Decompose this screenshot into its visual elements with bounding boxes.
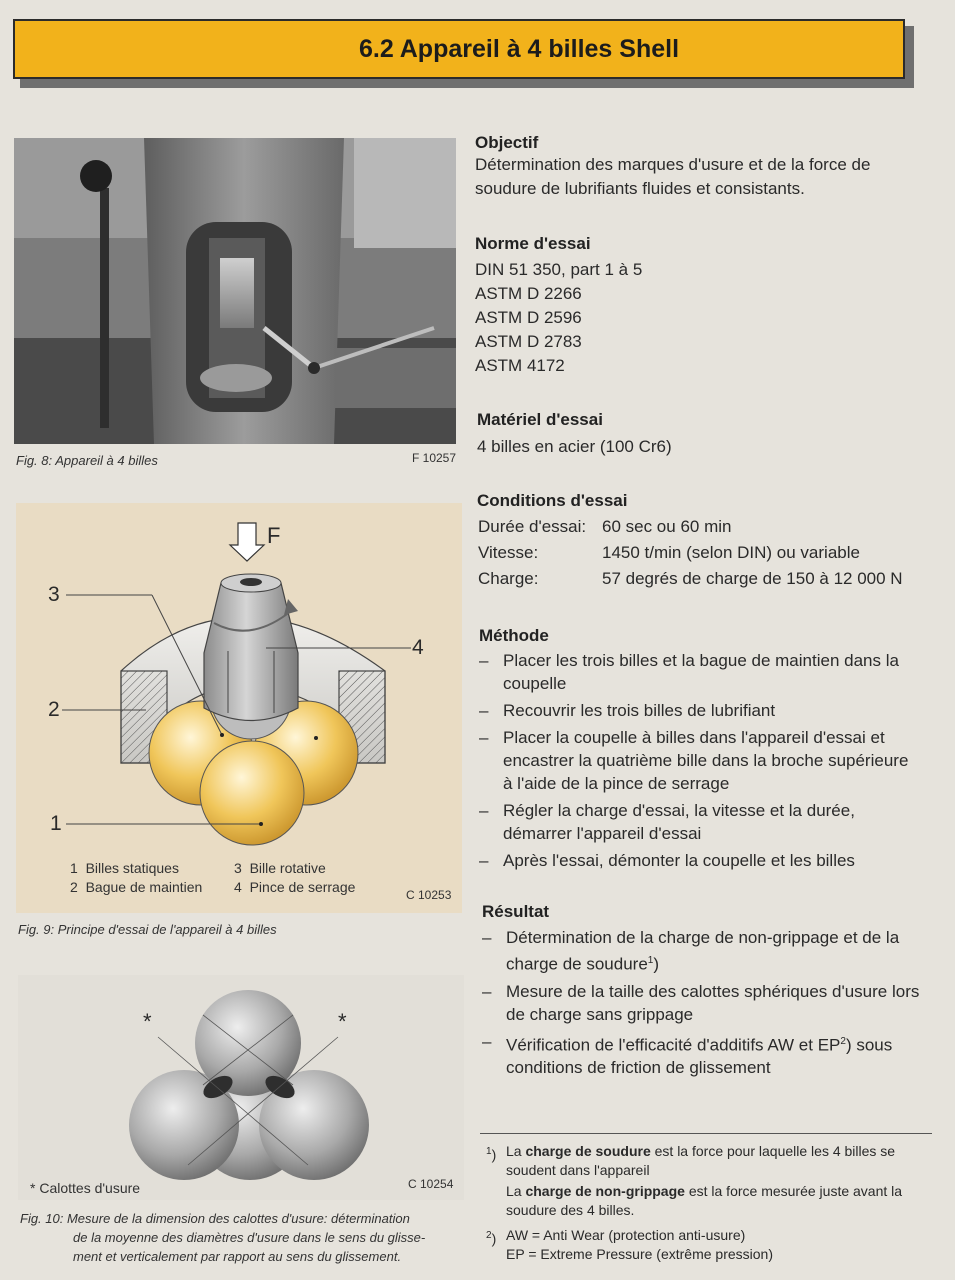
legend-item: 4 Pince de serrage (234, 879, 356, 895)
methode-heading: Méthode (479, 626, 549, 645)
conditions-table (478, 515, 918, 595)
fig9-caption: Fig. 9: Principe d'essai de l'appareil à 4 billes (18, 922, 277, 937)
legend-item: 3 Bille rotative (234, 860, 326, 876)
objectif-heading: Objectif (475, 133, 539, 152)
page-title: 6.2 Appareil à 4 billes Shell (358, 34, 680, 63)
list-item: – Recouvrir les trois billes de lubrifiant (479, 699, 919, 722)
apparatus-photo (14, 138, 456, 444)
fig10-caption: Fig. 10: Mesure de la dimension des calottes d'usure: détermination de la moyenne des diamètres d'usure dans le sens du glisse- ment et verticalement par rapport au sens du glissement. (20, 1211, 426, 1264)
force-label: F (267, 523, 281, 548)
legend-item: 2 Bague de maintien (70, 879, 203, 895)
fig9-diagram (16, 503, 462, 913)
fig10-code: C 10254 (408, 1177, 454, 1191)
fig8-caption: Fig. 8: Appareil à 4 billes (16, 453, 158, 468)
conditions-heading: Conditions d'essai (477, 491, 628, 510)
conditions-row: Vitesse: 1450 t/min (selon DIN) ou variable (478, 543, 860, 562)
callout-1: 1 (50, 812, 62, 835)
materiel-heading: Matériel d'essai (477, 410, 603, 429)
fig10-diagram (18, 975, 464, 1200)
callout-2: 2 (48, 698, 60, 721)
list-item: – Placer la coupelle à billes dans l'appareil d'essai et encastrer la quatrième bille dans la broche supérieure à l'aide de la pince de serrage (479, 726, 919, 795)
materiel-text: 4 billes en acier (100 Cr6) (477, 437, 672, 456)
section-header (13, 19, 905, 79)
list-item: – Régler la charge d'essai, la vitesse et la durée, démarrer l'appareil d'essai (479, 799, 919, 845)
callout-4: 4 (412, 636, 424, 659)
star-right: * (338, 1009, 347, 1034)
footnote-1-mark: $^1$) (486, 1146, 497, 1163)
conditions-row: Durée d'essai: 60 sec ou 60 min (478, 517, 732, 536)
list-item: – Placer les trois billes et la bague de maintien dans la coupelle (479, 649, 919, 695)
fig10-legend: * Calottes d'usure (30, 1180, 141, 1196)
footnote-divider (480, 1133, 932, 1134)
objectif-text: Détermination des marques d'usure et de la force de soudure de lubrifiants fluides et consistants. (475, 155, 871, 198)
footnote-2-mark: $^2$) (486, 1230, 497, 1247)
list-item: – Vérification de l'efficacité d'additifs AW et $EP^2$) sous conditions de friction de glissement (482, 1030, 922, 1080)
norme-heading: Norme d'essai (475, 234, 591, 253)
resultat-list (482, 926, 922, 1083)
list-item: – Après l'essai, démonter la coupelle et les billes (479, 849, 919, 872)
legend-item: 1 Billes statiques (70, 860, 179, 876)
fig8-code: F 10257 (412, 451, 457, 465)
methode-list (479, 649, 919, 876)
norme-list: DIN 51 350, part 1 à 5 ASTM D 2266 ASTM D 2596 ASTM D 2783 ASTM 4172 (475, 260, 643, 375)
footnote-1: La charge de soudure est la force pour laquelle les 4 billes se soudent dans l'appareil La charge de non-grippage est la force mesurée juste avant la soudure des 4 billes. (506, 1143, 903, 1218)
star-left: * (143, 1009, 152, 1034)
list-item: – Détermination de la charge de non-grippage et de la charge de soudure$^1$) (482, 926, 922, 976)
conditions-row: Charge: 57 degrés de charge de 150 à 12 000 N (478, 569, 903, 588)
resultat-heading: Résultat (482, 902, 550, 921)
fig9-code: C 10253 (406, 888, 452, 902)
list-item: – Mesure de la taille des calottes sphériques d'usure lors de charge sans grippage (482, 980, 922, 1026)
footnote-2: AW = Anti Wear (protection anti-usure) EP = Extreme Pressure (extrême pression) (506, 1227, 774, 1262)
callout-3: 3 (48, 583, 60, 606)
